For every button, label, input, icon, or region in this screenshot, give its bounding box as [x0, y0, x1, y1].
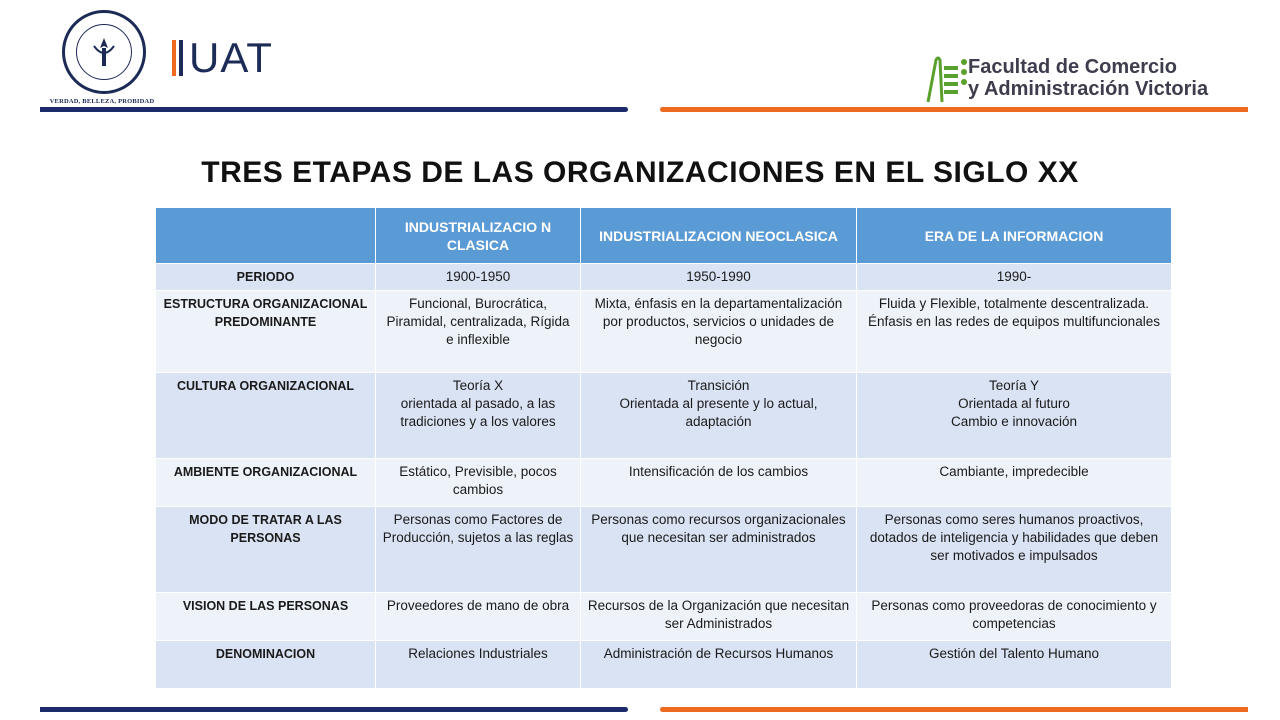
faculty-name: [968, 56, 1208, 100]
row-label: DENOMINACION: [156, 641, 376, 689]
table-cell: Teoría X orientada al pasado, a las tradiciones y a los valores: [376, 373, 581, 459]
header-cell-empty: [156, 208, 376, 264]
faculty-logo: [924, 52, 1234, 108]
table-cell: Personas como Factores de Producción, sujetos a las reglas: [376, 507, 581, 593]
table-cell: Teoría Y Orientada al futuro Cambio e innovación: [857, 373, 1172, 459]
table-cell: Funcional, Burocrática, Piramidal, centralizada, Rígida e inflexible: [376, 291, 581, 373]
table-cell: Administración de Recursos Humanos: [581, 641, 857, 689]
row-label: CULTURA ORGANIZACIONAL: [156, 373, 376, 459]
slide-title: TRES ETAPAS DE LAS ORGANIZACIONES EN EL SIGLO XX: [201, 156, 1079, 189]
table-cell: Personas como proveedoras de conocimiento y competencias: [857, 593, 1172, 641]
row-label: MODO DE TRATAR A LAS PERSONAS: [156, 507, 376, 593]
table-cell: Proveedores de mano de obra: [376, 593, 581, 641]
table-row: [156, 264, 1172, 291]
top-right-divider: [660, 107, 1248, 112]
table-row: [156, 373, 1172, 459]
table-cell: Relaciones Industriales: [376, 641, 581, 689]
table-cell: Gestión del Talento Humano: [857, 641, 1172, 689]
table-cell: Recursos de la Organización que necesitan ser Administrados: [581, 593, 857, 641]
table-row: [156, 507, 1172, 593]
uat-bars-icon: [172, 40, 183, 76]
table-cell: Personas como seres humanos proactivos, dotados de inteligencia y habilidades que deben ser motivados e impulsados: [857, 507, 1172, 593]
table-cell: Personas como recursos organizacionales que necesitan ser administrados: [581, 507, 857, 593]
top-left-divider: [40, 107, 628, 112]
table-cell: Estático, Previsible, pocos cambios: [376, 459, 581, 507]
header-cell-information-era: ERA DE LA INFORMACION: [857, 208, 1172, 264]
table-cell: Fluida y Flexible, totalmente descentralizada. Énfasis en las redes de equipos multifuncionales: [857, 291, 1172, 373]
table-cell: Mixta, énfasis en la departamentalización por productos, servicios o unidades de negocio: [581, 291, 857, 373]
table-cell: Cambiante, impredecible: [857, 459, 1172, 507]
table-cell: 1900-1950: [376, 264, 581, 291]
bottom-right-divider: [660, 707, 1248, 712]
comparison-table: [155, 207, 1172, 689]
header-cell-neoclassic: INDUSTRIALIZACION NEOCLASICA: [581, 208, 857, 264]
table-row: [156, 459, 1172, 507]
row-label: PERIODO: [156, 264, 376, 291]
table-row: [156, 593, 1172, 641]
university-seal-logo: [42, 8, 162, 108]
faculty-name-line2: y Administración Victoria: [968, 78, 1209, 100]
row-label: AMBIENTE ORGANIZACIONAL: [156, 459, 376, 507]
table-cell: 1950-1990: [581, 264, 857, 291]
table-row: [156, 641, 1172, 689]
table-cell: Intensificación de los cambios: [581, 459, 857, 507]
table-cell: Transición Orientada al presente y lo actual, adaptación: [581, 373, 857, 459]
table-row: [156, 291, 1172, 373]
table-header-row: [156, 208, 1172, 264]
table-cell: 1990-: [857, 264, 1172, 291]
faculty-emblem-icon: [924, 54, 970, 106]
row-label: ESTRUCTURA ORGANIZACIONAL PREDOMINANTE: [156, 291, 376, 373]
uat-logo-text: UAT: [189, 34, 273, 81]
bottom-left-divider: [40, 707, 628, 712]
torch-emblem-icon: [86, 34, 122, 70]
row-label: VISION DE LAS PERSONAS: [156, 593, 376, 641]
header-cell-classic: INDUSTRIALIZACIO N CLASICA: [376, 208, 581, 264]
uat-logo: [172, 34, 273, 81]
faculty-name-line1: Facultad de Comercio: [968, 56, 1177, 78]
seal-motto: VERDAD, BELLEZA, PROBIDAD: [49, 98, 155, 105]
